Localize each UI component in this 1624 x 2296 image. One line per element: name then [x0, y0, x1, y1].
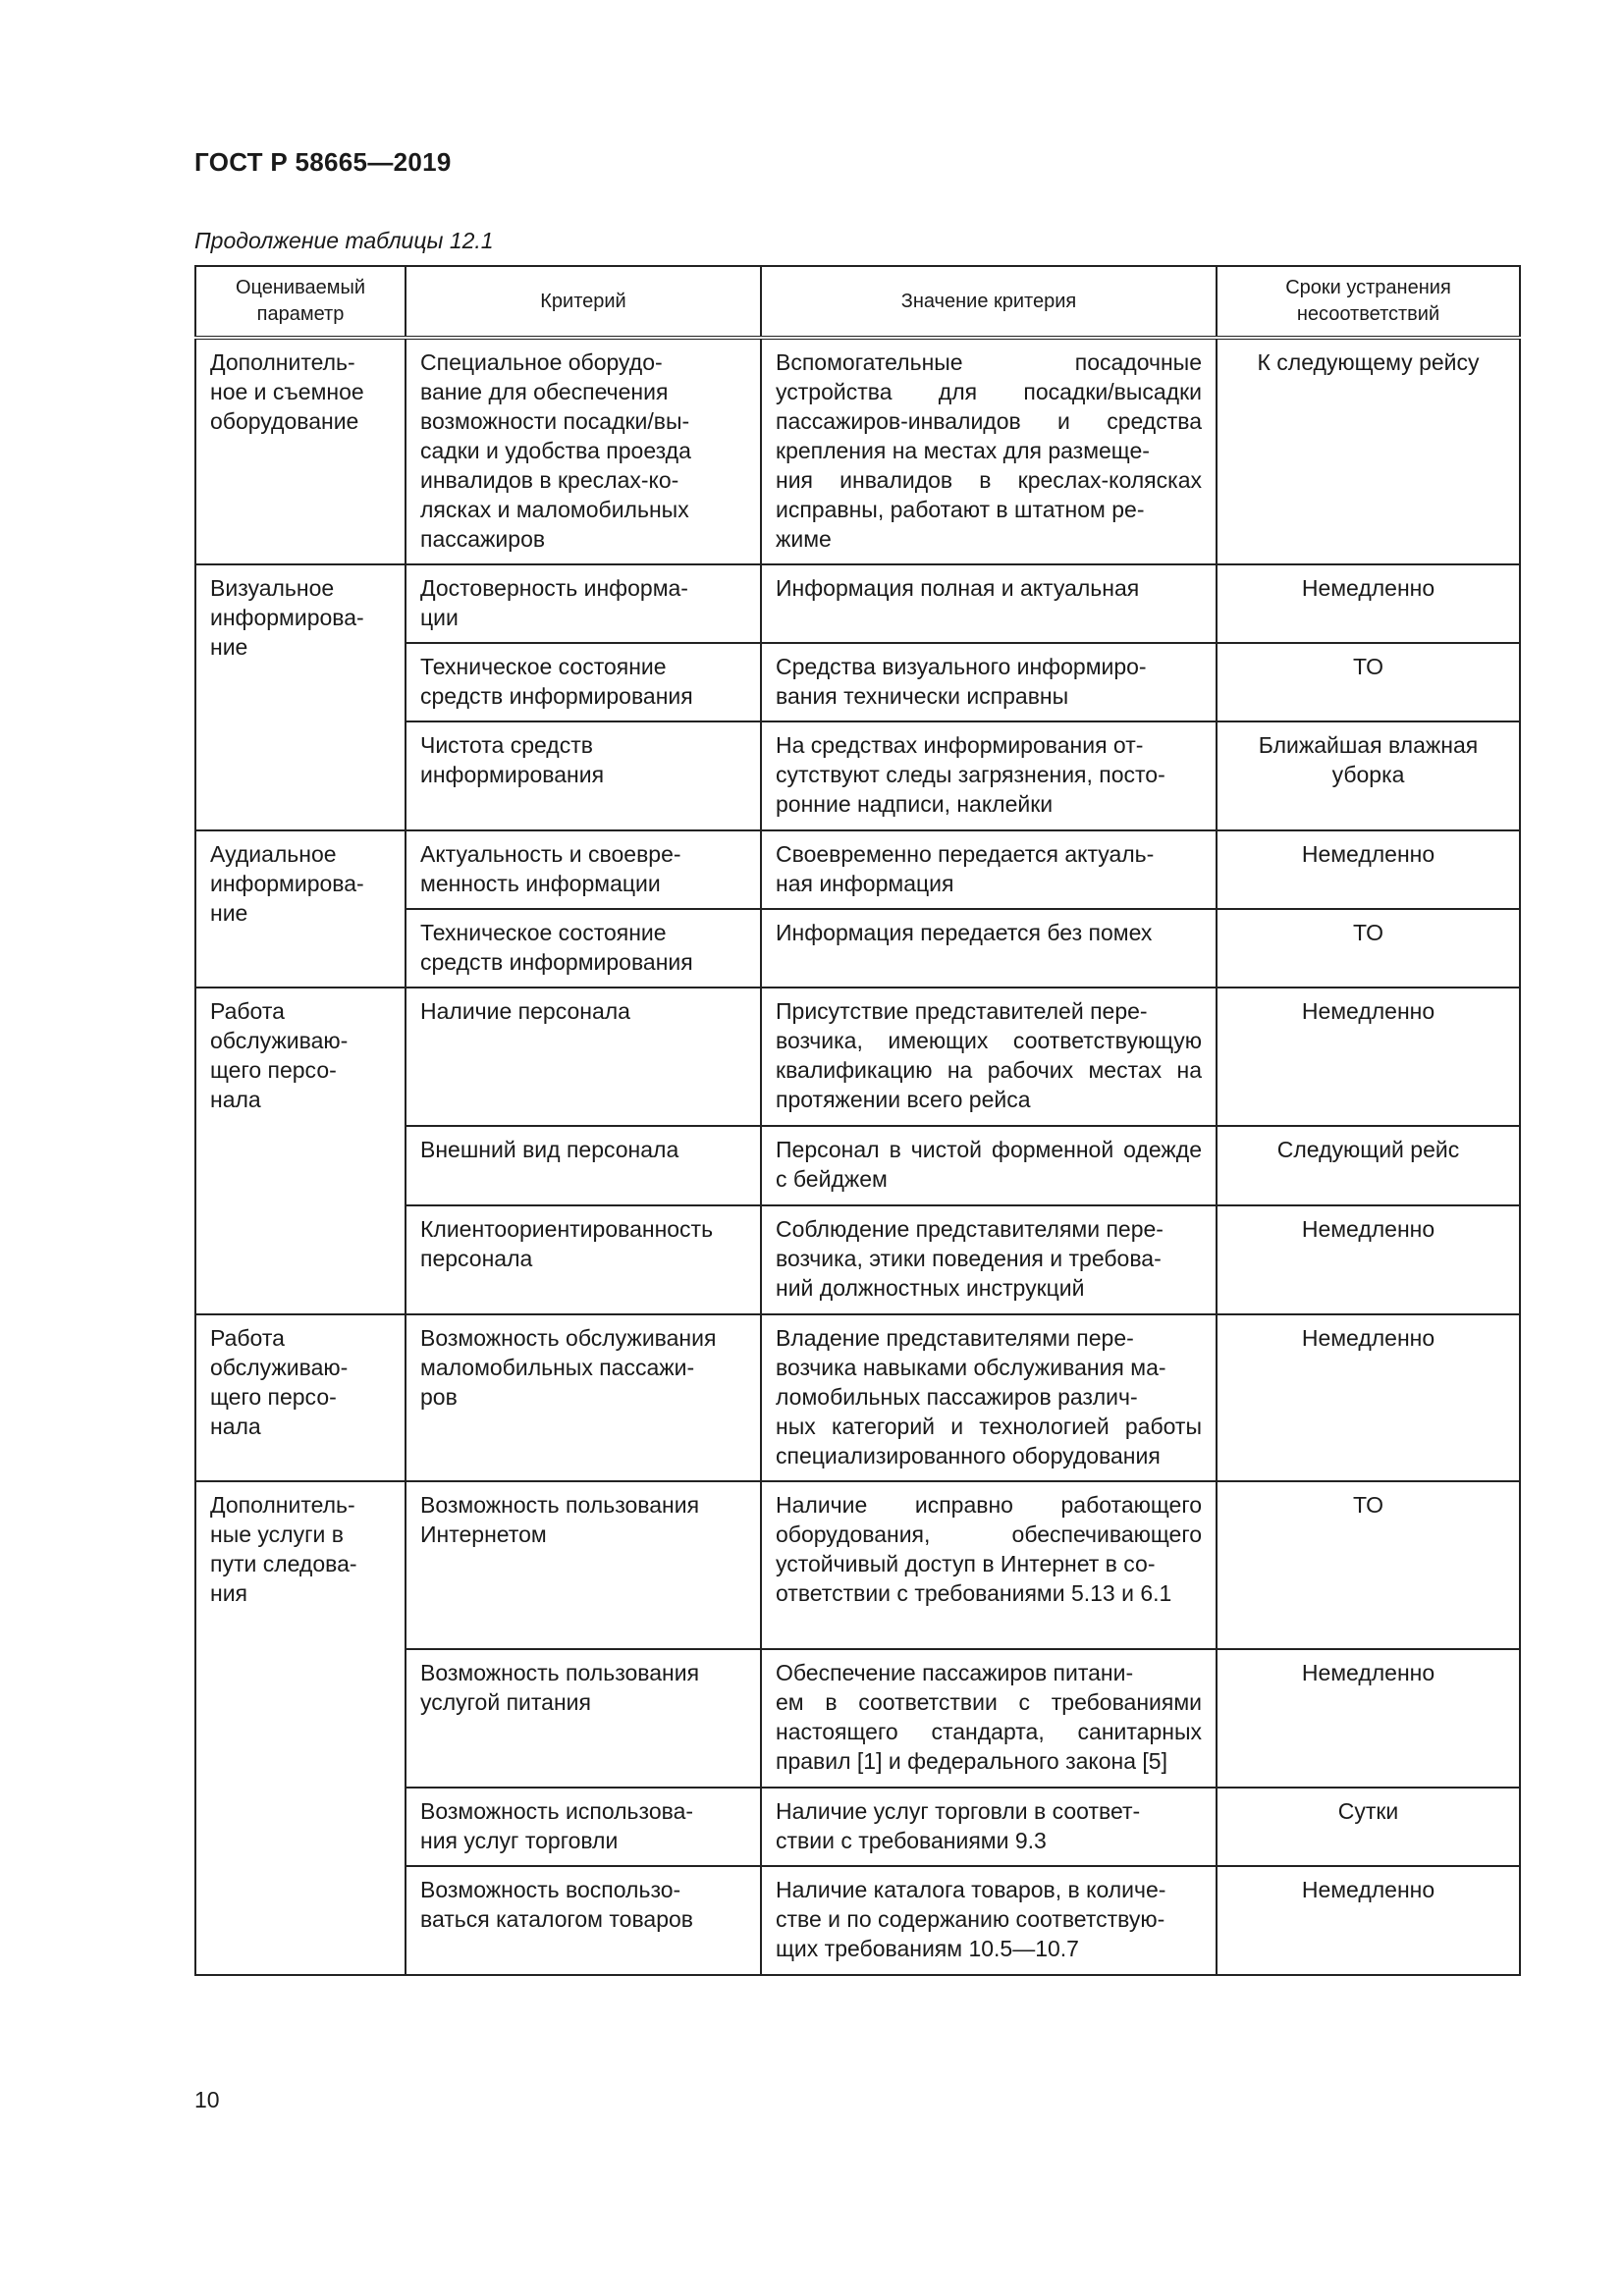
criterion-cell: Возможность пользования Интернетом: [406, 1481, 761, 1649]
page-number: 10: [194, 2087, 220, 2112]
criterion-cell: Чистота средств информирования: [406, 721, 761, 830]
header-criterion: Критерий: [406, 266, 761, 338]
criterion-cell: Возможность обслуживания маломобильных пассажи- ров: [406, 1314, 761, 1481]
criterion-value-cell: Своевременно передается актуаль- ная информация: [761, 830, 1217, 909]
deadline-cell: Немедленно: [1217, 1314, 1520, 1481]
criterion-value-cell: Наличие исправно работающего оборудования, обеспечивающего устойчивый доступ в Интернет в со- ответствии с требованиями 5.13 и 6.1: [761, 1481, 1217, 1649]
criterion-value-cell: Соблюдение представителями пере- возчика, этики поведения и требова- ний должностных инструкций: [761, 1205, 1217, 1314]
table-row: [195, 1314, 1520, 1481]
deadline-cell: Следующий рейс: [1217, 1126, 1520, 1205]
criterion-value-cell: Наличие каталога товаров, в количе- стве и по содержанию соответствую- щих требованиям 10.5—10.7: [761, 1866, 1217, 1975]
criterion-cell: Внешний вид персонала: [406, 1126, 761, 1205]
criterion-cell: Клиентоориентированность персонала: [406, 1205, 761, 1314]
parameter-cell: Работа обслуживаю- щего персо- нала: [195, 1314, 406, 1481]
criterion-value-cell: Информация полная и актуальная: [761, 564, 1217, 643]
criterion-value-cell: Наличие услуг торговли в соответ- ствии с требованиями 9.3: [761, 1788, 1217, 1866]
header-deadline: Сроки устранения несоответствий: [1217, 266, 1520, 338]
parameter-cell: Работа обслуживаю- щего персо- нала: [195, 988, 406, 1314]
document-code: ГОСТ Р 58665—2019: [194, 147, 452, 177]
criterion-value-cell: Обеспечение пассажиров питани- ем в соответствии с требованиями настоящего стандарта, санитарных правил [1] и федерального закона [5]: [761, 1649, 1217, 1788]
criterion-cell: Техническое состояние средств информирования: [406, 909, 761, 988]
deadline-cell: К следующему рейсу: [1217, 338, 1520, 564]
deadline-cell: Ближайшая влажная уборка: [1217, 721, 1520, 830]
criterion-cell: Актуальность и своевре- менность информации: [406, 830, 761, 909]
deadline-cell: Немедленно: [1217, 830, 1520, 909]
table-row: [195, 564, 1520, 643]
table-header-row: [195, 266, 1520, 338]
criterion-cell: Техническое состояние средств информирования: [406, 643, 761, 721]
table-row: [195, 1481, 1520, 1649]
parameter-cell: Визуальное информирова- ние: [195, 564, 406, 830]
criterion-cell: Возможность воспользо- ваться каталогом товаров: [406, 1866, 761, 1975]
table-row: [195, 988, 1520, 1126]
deadline-cell: ТО: [1217, 1481, 1520, 1649]
deadline-cell: ТО: [1217, 643, 1520, 721]
criterion-value-cell: Вспомогательные посадочные устройства для посадки/высадки пассажиров-инвалидов и средства крепления на местах для размеще- ния инвалидов в креслах-колясках исправны, работают в штатном ре- жиме: [761, 338, 1217, 564]
criterion-value-cell: На средствах информирования от- сутствуют следы загрязнения, посто- ронние надписи, наклейки: [761, 721, 1217, 830]
criterion-value-cell: Информация передается без помех: [761, 909, 1217, 988]
header-criterion-value: Значение критерия: [761, 266, 1217, 338]
criterion-cell: Возможность использова- ния услуг торговли: [406, 1788, 761, 1866]
deadline-cell: Сутки: [1217, 1788, 1520, 1866]
table-caption: Продолжение таблицы 12.1: [194, 228, 494, 253]
parameter-cell: Дополнитель- ное и съемное оборудование: [195, 338, 406, 564]
deadline-cell: Немедленно: [1217, 1205, 1520, 1314]
parameter-cell: Дополнитель- ные услуги в пути следова- ния: [195, 1481, 406, 1975]
criterion-value-cell: Владение представителями пере- возчика навыками обслуживания ма- ломобильных пассажиров различ- ных категорий и технологией работы специализированного оборудования: [761, 1314, 1217, 1481]
criterion-cell: Возможность пользования услугой питания: [406, 1649, 761, 1788]
table-row: [195, 830, 1520, 909]
table-row: [195, 338, 1520, 564]
parameter-cell: Аудиальное информирова- ние: [195, 830, 406, 988]
deadline-cell: ТО: [1217, 909, 1520, 988]
deadline-cell: Немедленно: [1217, 988, 1520, 1126]
criterion-value-cell: Присутствие представителей пере- возчика, имеющих соответствующую квалификацию на рабочих местах на протяжении всего рейса: [761, 988, 1217, 1126]
criterion-cell: Наличие персонала: [406, 988, 761, 1126]
criterion-value-cell: Персонал в чистой форменной одежде с бейджем: [761, 1126, 1217, 1205]
header-parameter: Оцениваемый параметр: [195, 266, 406, 338]
deadline-cell: Немедленно: [1217, 1649, 1520, 1788]
criteria-table: [194, 265, 1521, 1976]
criterion-cell: Достоверность информа- ции: [406, 564, 761, 643]
criterion-value-cell: Средства визуального информиро- вания технически исправны: [761, 643, 1217, 721]
deadline-cell: Немедленно: [1217, 1866, 1520, 1975]
deadline-cell: Немедленно: [1217, 564, 1520, 643]
criterion-cell: Специальное оборудо- вание для обеспечения возможности посадки/вы- садки и удобства проезда инвалидов в креслах-ко- лясках и маломобильных пассажиров: [406, 338, 761, 564]
